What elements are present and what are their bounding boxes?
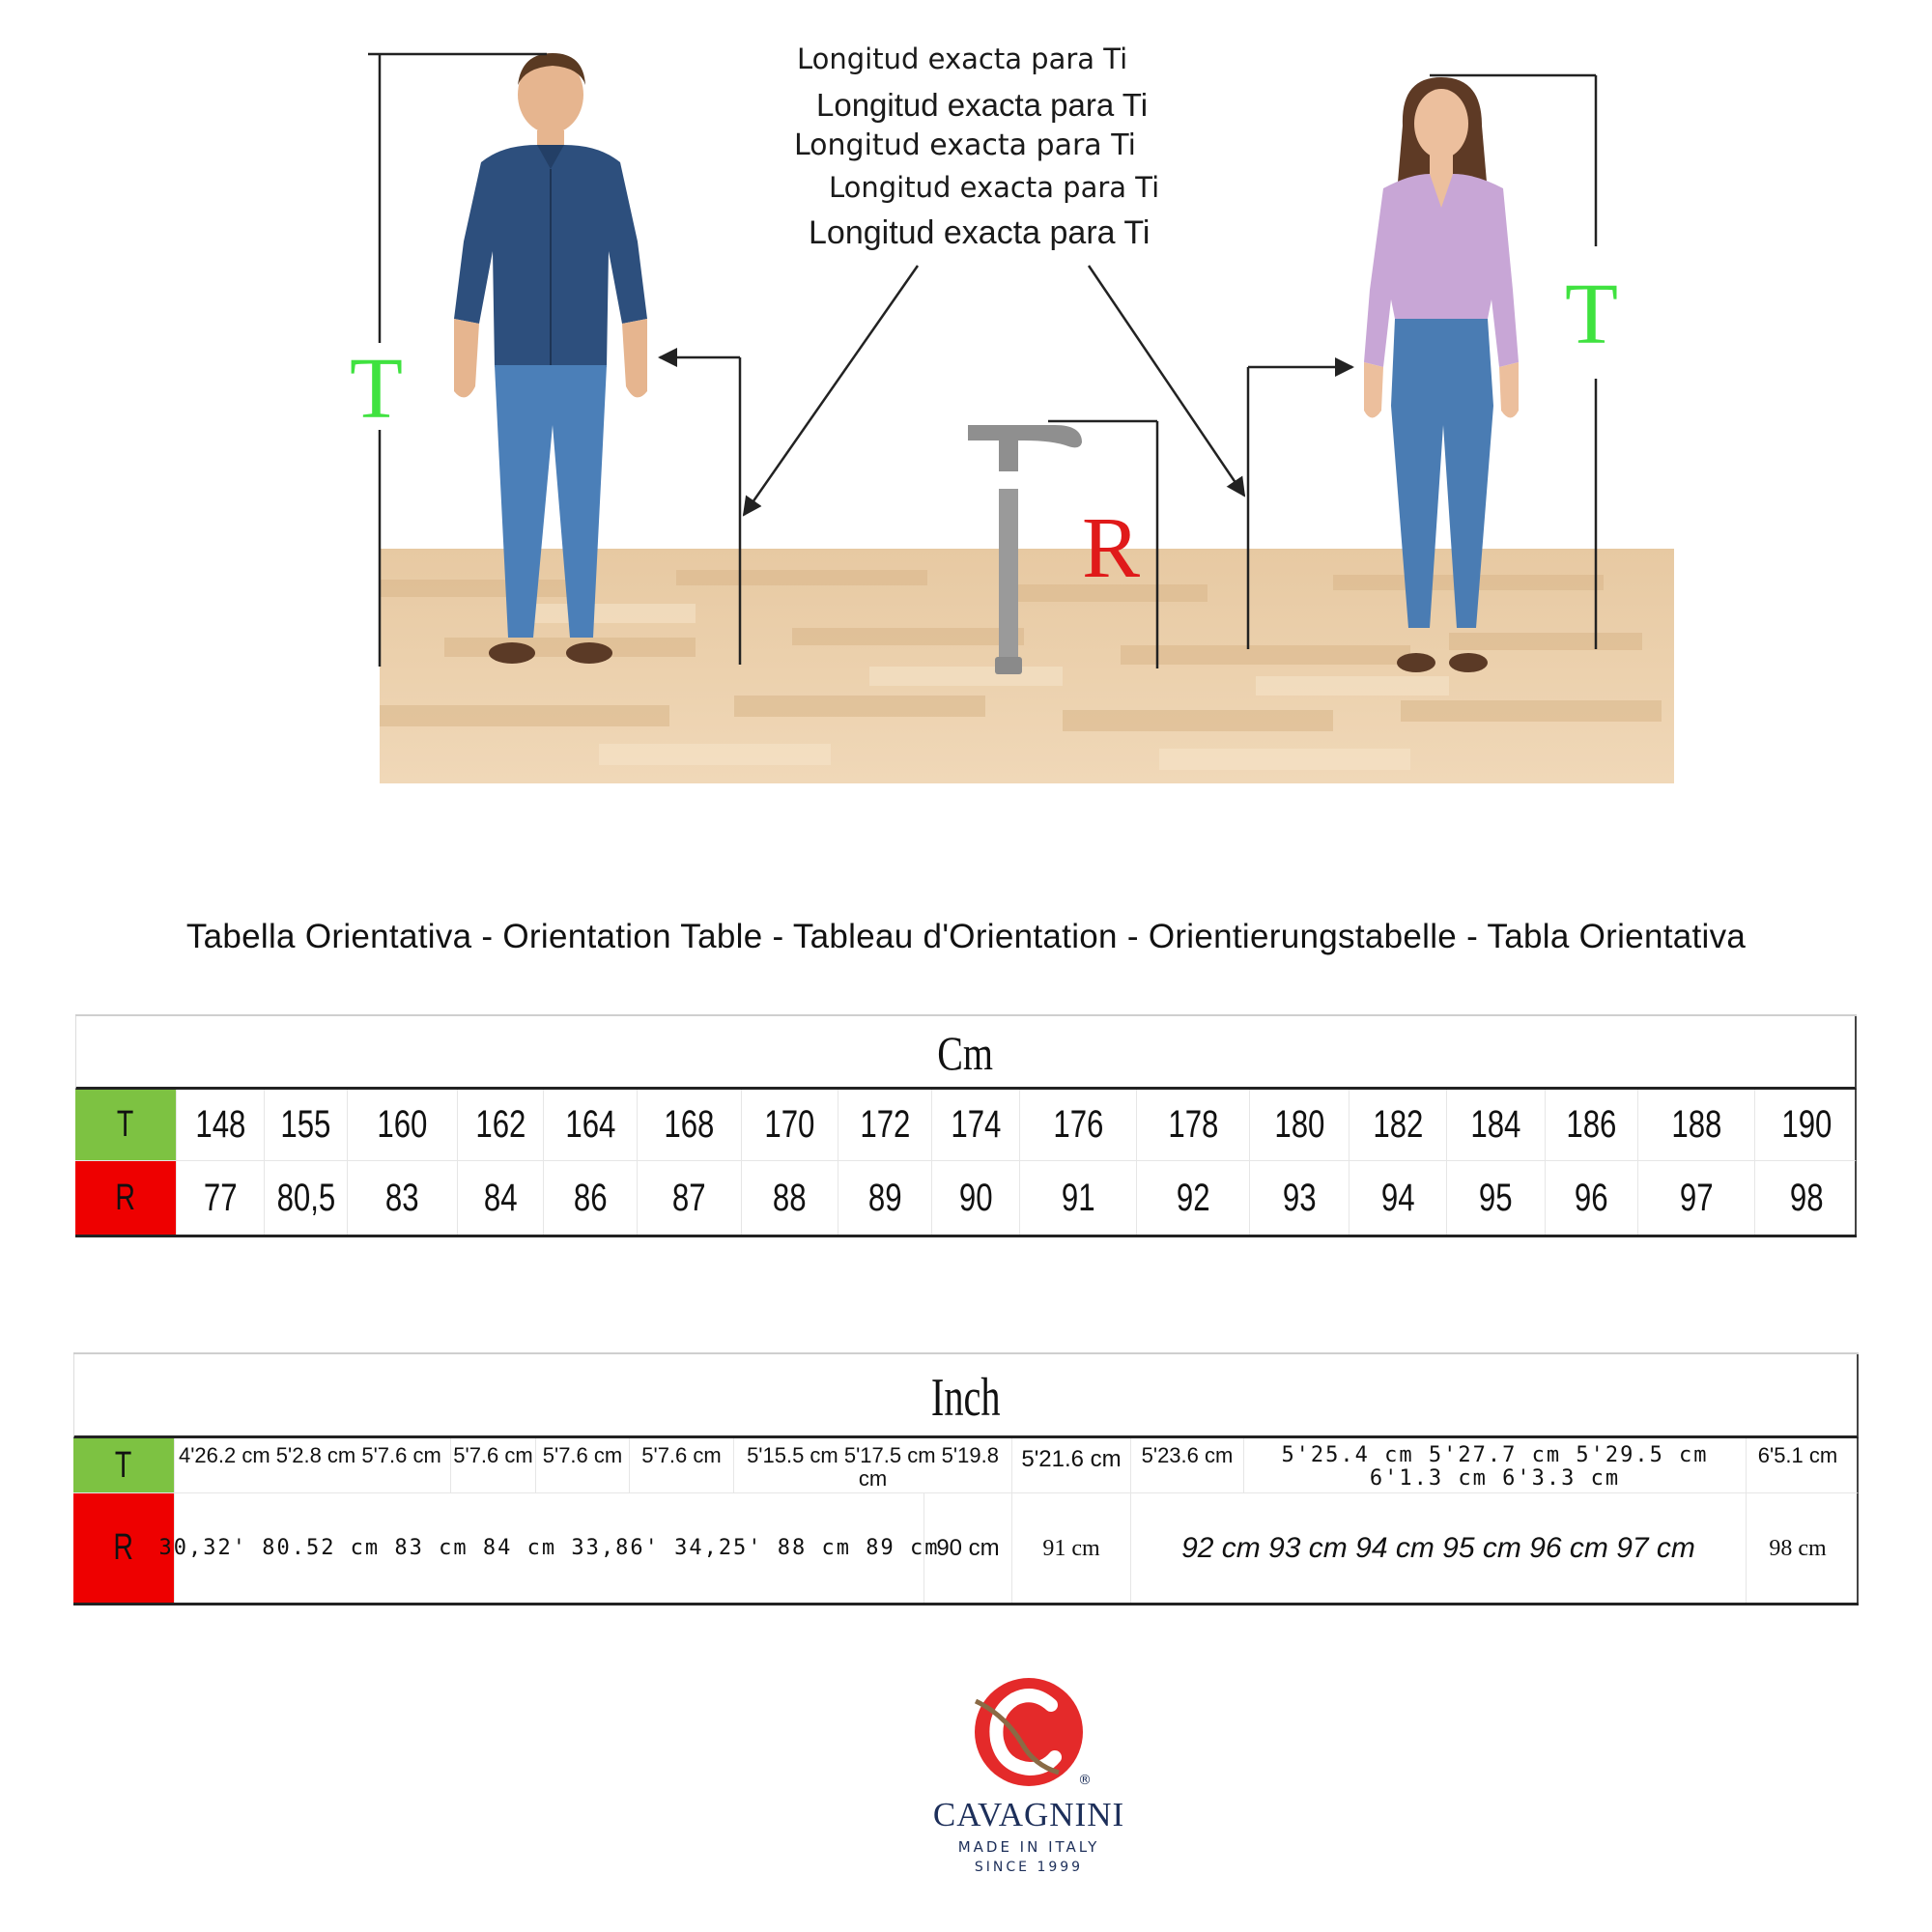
callout-text-5: Longitud exacta para Ti	[809, 214, 1151, 251]
cmR-cell-3: 84	[457, 1161, 543, 1235]
cmR-cell-4: 86	[543, 1161, 637, 1235]
inch-table-title: Inch	[73, 1354, 1859, 1438]
inR-cell-9: 91 cm	[1011, 1493, 1130, 1603]
cmT-cell-3: 162	[457, 1090, 543, 1160]
callout-text-4: Longitud exacta para Ti	[829, 171, 1160, 204]
cmR-cell-2: 83	[347, 1161, 457, 1235]
woman-height-label: T	[1565, 267, 1618, 362]
cmR-cell-15: 97	[1637, 1161, 1754, 1235]
inch-r-label: R	[73, 1493, 174, 1603]
cmR-cell-7: 89	[838, 1161, 931, 1235]
brand-tagline: MADE IN ITALY	[957, 1838, 1100, 1856]
inch-t-label: T	[73, 1438, 174, 1492]
cmR-cell-14: 96	[1545, 1161, 1637, 1235]
cm-t-label: T	[75, 1090, 176, 1160]
cmT-cell-15: 188	[1637, 1090, 1754, 1160]
cmT-cell-14: 186	[1545, 1090, 1637, 1160]
cmT-cell-6: 170	[741, 1090, 838, 1160]
cmR-cell-0: 77	[176, 1161, 264, 1235]
cmR-cell-10: 92	[1136, 1161, 1249, 1235]
cmT-cell-5: 168	[637, 1090, 741, 1160]
inT-cell-10: 5'23.6 cm	[1130, 1438, 1243, 1492]
inR-cell-10: 92 cm 93 cm 94 cm 95 cm 96 cm 97 cm	[1130, 1493, 1746, 1603]
callout-text-3: Longitud exacta para Ti	[794, 128, 1136, 162]
cmT-cell-7: 172	[838, 1090, 931, 1160]
inch-t-row	[73, 1438, 1859, 1493]
callout-arrows	[744, 266, 1244, 515]
cmR-cell-1: 80,5	[264, 1161, 347, 1235]
cm-table	[75, 1014, 1857, 1237]
cmT-cell-10: 178	[1136, 1090, 1249, 1160]
inch-table	[73, 1352, 1859, 1605]
cmR-cell-9: 91	[1019, 1161, 1136, 1235]
cmR-cell-12: 94	[1349, 1161, 1446, 1235]
brand-name: CAVAGNINI	[932, 1796, 1125, 1833]
cmR-cell-16: 98	[1754, 1161, 1859, 1235]
cmR-cell-5: 87	[637, 1161, 741, 1235]
inT-cell-16: 6'5.1 cm	[1746, 1438, 1849, 1492]
cmT-cell-13: 184	[1446, 1090, 1545, 1160]
inT-cell-6: 5'15.5 cm 5'17.5 cm 5'19.8 cm	[733, 1438, 1011, 1492]
inT-cell-11: 5'25.4 cm 5'27.7 cm 5'29.5 cm 6'1.3 cm 6'3.3 cm	[1243, 1438, 1746, 1492]
man-height-label: T	[350, 341, 403, 437]
cavagnini-emblem-icon	[966, 1676, 1092, 1792]
cm-table-title: Cm	[75, 1016, 1857, 1090]
inch-r-row	[73, 1493, 1859, 1603]
callout-text-1: Longitud exacta para Ti	[797, 43, 1128, 75]
cm-r-label: R	[75, 1161, 176, 1235]
inT-cell-0: 4'26.2 cm 5'2.8 cm 5'7.6 cm	[174, 1438, 450, 1492]
inT-cell-3: 5'7.6 cm	[450, 1438, 535, 1492]
inT-cell-9: 5'21.6 cm	[1011, 1438, 1130, 1492]
cm-t-row	[75, 1090, 1857, 1161]
inR-cell-16: 98 cm	[1746, 1493, 1849, 1603]
cmT-cell-12: 182	[1349, 1090, 1446, 1160]
inT-cell-5: 5'7.6 cm	[629, 1438, 733, 1492]
cmR-cell-8: 90	[931, 1161, 1019, 1235]
cmT-cell-16: 190	[1754, 1090, 1859, 1160]
brand-logo	[927, 1676, 1130, 1875]
cmT-cell-4: 164	[543, 1090, 637, 1160]
callout-text-2: Longitud exacta para Ti	[816, 87, 1149, 123]
svg-text:®: ®	[1078, 1773, 1092, 1788]
cane-length-label: R	[1082, 500, 1141, 596]
cmT-cell-8: 174	[931, 1090, 1019, 1160]
cmR-cell-13: 95	[1446, 1161, 1545, 1235]
table-caption: Tabella Orientativa - Orientation Table - Tableau d'Orientation - Orientierungstabelle - Tabla Orientativa	[185, 918, 1747, 955]
cmT-cell-0: 148	[176, 1090, 264, 1160]
inT-cell-4: 5'7.6 cm	[535, 1438, 629, 1492]
inR-cell-0: 30,32' 80.52 cm 83 cm 84 cm 33,86' 34,25' 88 cm 89 cm	[174, 1493, 923, 1603]
cmT-cell-9: 176	[1019, 1090, 1136, 1160]
cmR-cell-11: 93	[1249, 1161, 1349, 1235]
cm-r-row	[75, 1161, 1857, 1235]
cmT-cell-1: 155	[264, 1090, 347, 1160]
cmR-cell-6: 88	[741, 1161, 838, 1235]
cmT-cell-11: 180	[1249, 1090, 1349, 1160]
cmT-cell-2: 160	[347, 1090, 457, 1160]
brand-since: SINCE 1999	[974, 1860, 1084, 1875]
inR-cell-8: 90 cm	[923, 1493, 1011, 1603]
